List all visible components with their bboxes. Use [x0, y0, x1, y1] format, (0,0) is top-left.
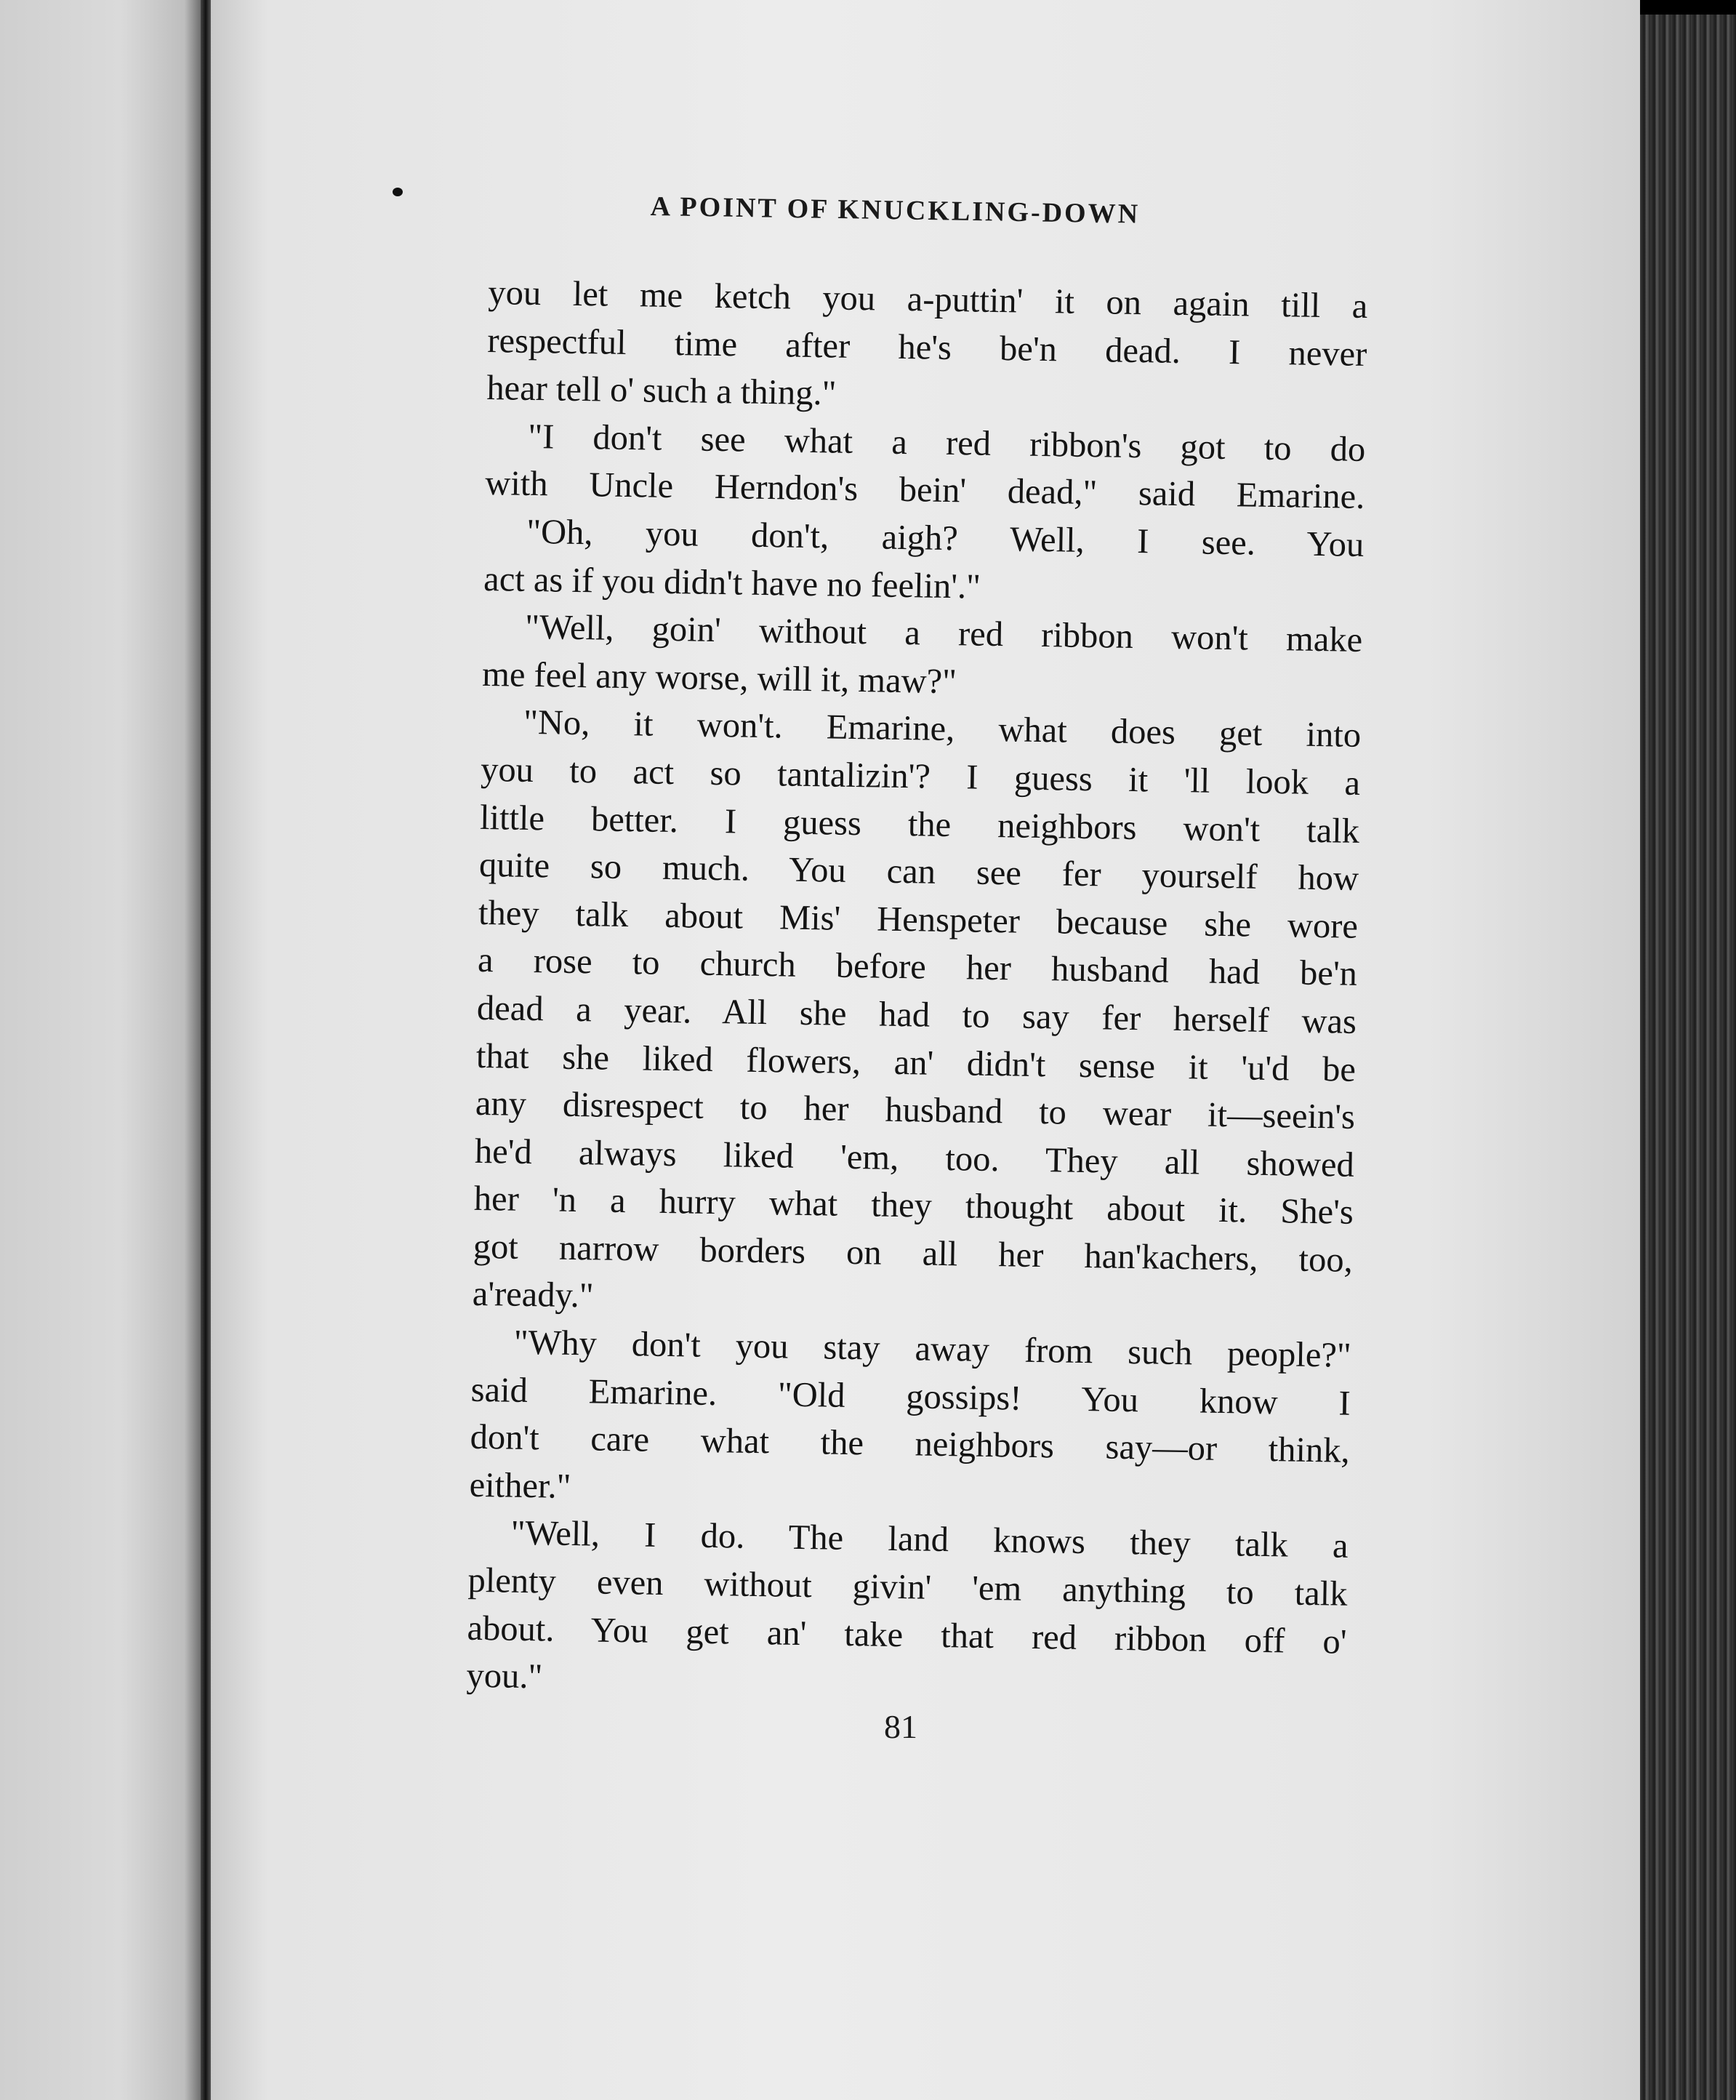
text-line: they talk about Mis' Henspeter because she wore	[478, 893, 1359, 946]
text-line: hear tell o' such a thing."	[486, 369, 837, 413]
text-line: with Uncle Herndon's bein' dead," said Emarine.	[484, 464, 1365, 517]
text-line: a'ready."	[472, 1275, 594, 1315]
running-head: A POINT OF KNUCKLING-DOWN	[650, 191, 1141, 230]
text-line: "Why don't you stay away from such people?"	[513, 1323, 1352, 1375]
ink-speck	[393, 188, 403, 196]
text-line: a rose to church before her husband had be'n	[477, 941, 1358, 994]
text-line: don't care what the neighbors say—or think,	[470, 1418, 1351, 1471]
text-line: got narrow borders on all her han'kachers, too,	[473, 1227, 1354, 1280]
text-line: act as if you didn't have no feelin'."	[483, 559, 981, 606]
text-line: "Well, I do. The land knows they talk a	[510, 1514, 1349, 1566]
page-stack-edges	[1640, 15, 1736, 2100]
text-line: you to act so tantalizin'? I guess it 'll look a	[480, 750, 1361, 803]
text-line: you."	[466, 1656, 543, 1696]
text-line: little better. I guess the neighbors won't talk	[479, 798, 1360, 851]
text-line: any disrespect to her husband to wear it—seein's	[475, 1083, 1356, 1137]
body-text	[466, 269, 1368, 1714]
text-line: dead a year. All she had to say fer herself was	[476, 988, 1357, 1041]
text-line: "Oh, you don't, aigh? Well, I see. You	[526, 512, 1365, 564]
text-line: that she liked flowers, an' didn't sense it 'u'd be	[475, 1036, 1357, 1089]
text-line: he'd always liked 'em, too. They all showed	[474, 1131, 1355, 1185]
left-page-edge	[0, 0, 201, 2100]
text-line: "I don't see what a red ribbon's got to do	[527, 417, 1366, 469]
text-line: me feel any worse, will it, maw?"	[481, 654, 957, 701]
text-line: said Emarine. "Old gossips! You know I	[470, 1370, 1351, 1423]
text-line: you let me ketch you a-puttin' it on again till a	[488, 273, 1368, 326]
text-line: plenty even without givin' 'em anything to talk	[467, 1560, 1348, 1614]
text-line: about. You get an' take that red ribbon off o'	[467, 1608, 1347, 1662]
page-number: 81	[884, 1708, 917, 1745]
text-line: respectful time after he's be'n dead. I never	[487, 321, 1367, 374]
text-line: "Well, goin' without a red ribbon won't make	[524, 608, 1363, 660]
text-line: "No, it won't. Emarine, what does get into	[523, 703, 1362, 756]
text-line: her 'n a hurry what they thought about it. She's	[473, 1179, 1354, 1233]
text-line: either."	[469, 1465, 571, 1506]
book-gutter	[201, 0, 211, 2100]
text-line: quite so much. You can see fer yourself how	[478, 846, 1359, 899]
